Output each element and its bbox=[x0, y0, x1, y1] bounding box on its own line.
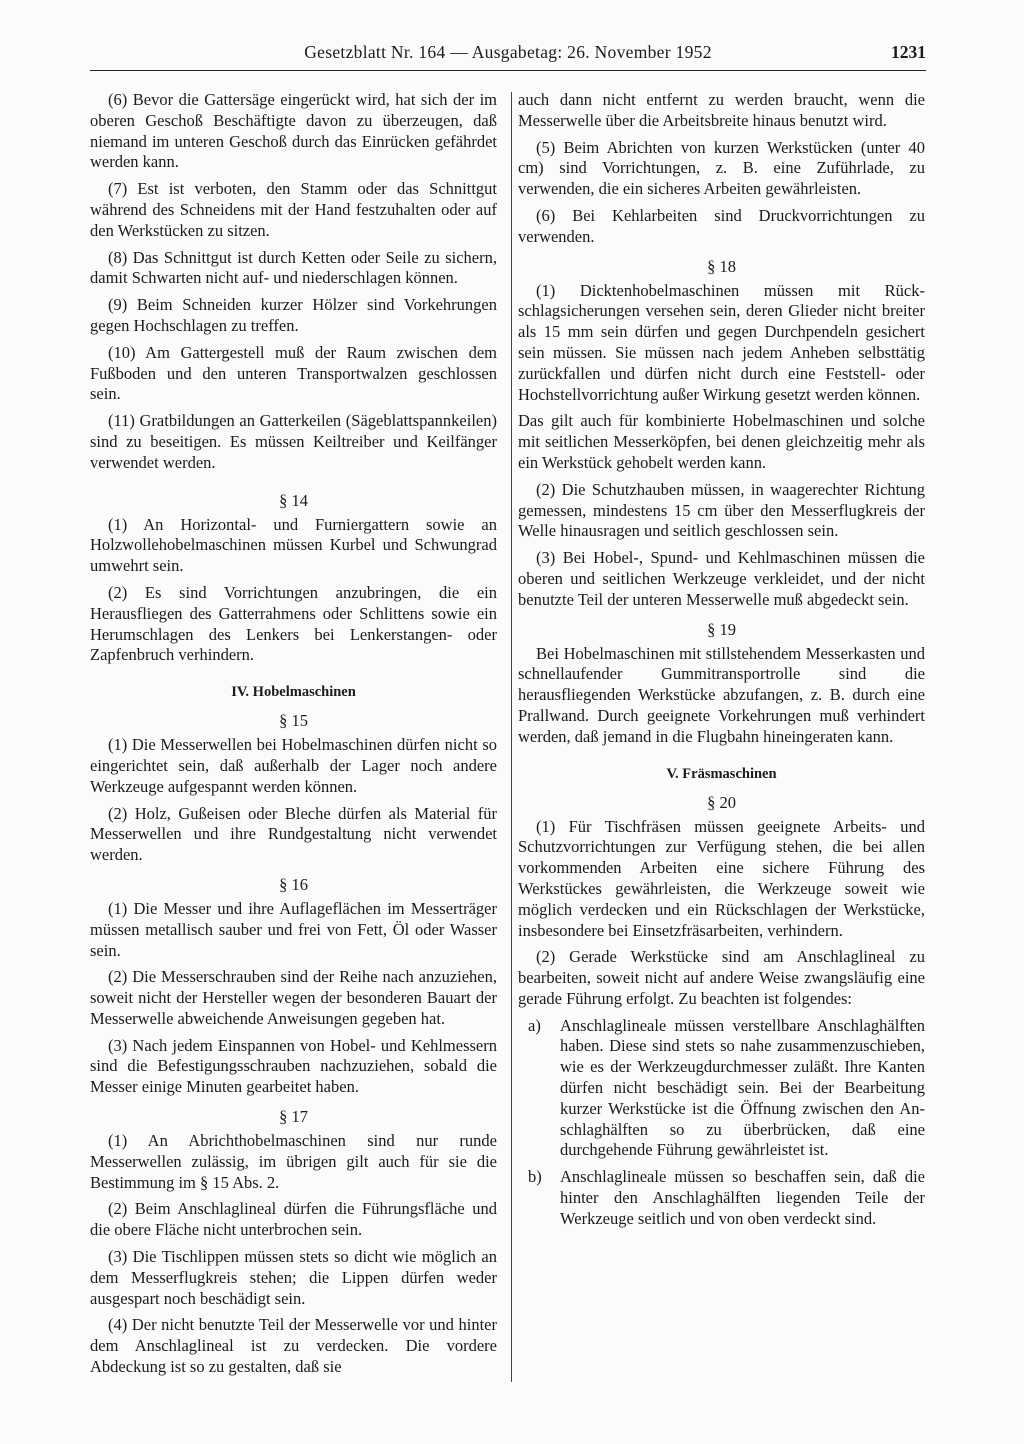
paragraph-18-1: (1) Dicktenhobelmaschinen müssen mit Rückschlagsicherungen versehen sein, deren Glieder nicht breiter als 15 mm sein dürfen und gegen Durchpendeln gesichert sein müssen. Sie müssen nach jedem Anheben selbsttätig zurückfallen und dürfen nicht durch eine Feststell- oder Hochstellvorrichtung außer Wirkung gesetzt werden können. bbox=[518, 280, 925, 404]
page-number: 1231 bbox=[891, 42, 926, 62]
header-title: Gesetzblatt Nr. 164 — Ausgabetag: 26. November 1952 bbox=[304, 42, 712, 62]
page-header bbox=[90, 40, 926, 71]
paragraph-17-4-continued: auch dann nicht entfernt zu werden braucht, wenn die Messerwelle über die Arbeitsbreite hinaus benutzt wird. bbox=[518, 90, 925, 130]
column-divider bbox=[511, 92, 512, 1382]
paragraph-17-2: (2) Beim Anschlaglineal dürfen die Führungsfläche und die obere Fläche nicht unterbrochen sein. bbox=[90, 1199, 497, 1240]
paragraph-18-1-continued: Das gilt auch für kombinierte Hobelmaschinen und solche mit seitlichen Messerköpfen, bei denen gleichzeitig mehr als ein Werkstück gehobelt werden kann. bbox=[518, 411, 925, 472]
chapter-heading-iv: IV. Hobelmaschinen bbox=[231, 684, 356, 701]
chapter-heading-v: V. Fräsmaschinen bbox=[666, 765, 777, 782]
list-text-a: Anschlaglineale müssen verstellbare Anschlaghälften haben. Diese sind stets so nahe zusammenzuschieben, wie es der Werkzeugdurchmesser zuläßt. Ihre Kanten dürfen nicht beschädigt sein. Bei der Bearbeitung kurzer Werkstücke ist die Öffnung zwischen den Anschlaghälften so zu überbrücken, daß eine durchgehende Führung gewährleistet ist. bbox=[560, 1015, 925, 1160]
list-label-a: a) bbox=[528, 1015, 541, 1035]
paragraph-18-3: (3) Bei Hobel-, Spund- und Kehlmaschinen müssen die oberen und seitlichen Werkzeuge verkleidet, und der nicht benutzte Teil der unteren Messerwelle muß abgedeckt sein. bbox=[518, 548, 925, 609]
section-heading-14: § 14 bbox=[279, 490, 308, 510]
list-item-b bbox=[518, 1167, 925, 1229]
paragraph-14-1: (1) An Horizontal- und Furniergattern sowie an Holzwollehobelmaschinen müssen Kurbel und Schwungrad umwehrt sein. bbox=[90, 514, 497, 576]
paragraph-17-1: (1) An Abrichthobelmaschinen sind nur runde Messerwellen zulässig, im übrigen gilt auch für sie die Bestimmung im § 15 Abs. 2. bbox=[90, 1131, 497, 1192]
paragraph-13-9: (9) Beim Schneiden kurzer Hölzer sind Vorkehrungen gegen Hochschlagen zu treffen. bbox=[90, 295, 497, 335]
paragraph-13-10: (10) Am Gattergestell muß der Raum zwischen dem Fußboden und den unteren Transportwalzen geschlossen sein. bbox=[90, 342, 497, 404]
paragraph-17-6: (6) Bei Kehlarbeiten sind Druckvorrichtungen zu verwenden. bbox=[518, 205, 925, 246]
paragraph-18-2: (2) Die Schutzhauben müssen, in waagerechter Richtung gemessen, mindestens 15 cm über den Messerflugkreis der Welle hinausragen und seitlich geschlossen sein. bbox=[518, 479, 925, 541]
paragraph-14-2: (2) Es sind Vorrichtungen anzubringen, die ein Herausfliegen des Gatterrahmens oder Schlittens sowie ein Herumschlagen des Lenkers bei Lenkerstangen- oder Zapfenbruch verhindern. bbox=[90, 582, 497, 665]
paragraph-13-7: (7) Est ist verboten, den Stamm oder das Schnittgut während des Schneidens mit der Hand festzuhalten oder auf den Werkstücken zu sitzen. bbox=[90, 179, 497, 240]
paragraph-20-2: (2) Gerade Werkstücke sind am Anschlaglineal zu bearbeiten, soweit nicht auf andere Weise zwangsläufig eine gerade Führung erfolgt. Zu beachten ist folgendes: bbox=[518, 947, 925, 1008]
section-heading-17: § 17 bbox=[279, 1107, 308, 1127]
paragraph-17-5: (5) Beim Abrichten von kurzen Werkstücken (unter 40 cm) sind Vorrichtungen, z. B. eine Zuführlade, zu verwenden, die ein sicheres Arbeiten gewährleisten. bbox=[518, 137, 925, 199]
paragraph-16-2: (2) Die Messerschrauben sind der Reihe nach anzuziehen, soweit nicht der Hersteller wegen der besonderen Bauart der Messerwelle abweichende Anweisungen gegeben hat. bbox=[90, 967, 497, 1028]
paragraph-17-4: (4) Der nicht benutzte Teil der Messerwelle vor und hinter dem Anschlaglineal ist zu verdecken. Die vordere Abdeckung ist so zu gestalten, daß sie bbox=[90, 1315, 497, 1377]
section-heading-18: § 18 bbox=[707, 256, 736, 276]
paragraph-15-2: (2) Holz, Gußeisen oder Bleche dürfen als Material für Messerwellen und ihre Rundgestaltung nicht verwendet werden. bbox=[90, 803, 497, 865]
section-heading-15: § 15 bbox=[279, 711, 308, 731]
paragraph-13-8: (8) Das Schnittgut ist durch Ketten oder Seile zu sichern, damit Schwarten nicht auf- und niederschlagen können. bbox=[90, 247, 497, 288]
list-text-b: Anschlaglineale müssen so beschaffen sein, daß die hinter den Anschlaghälften liegenden Teile der Werkzeuge seitlich und von oben verdeckt sind. bbox=[560, 1167, 925, 1228]
paragraph-17-3: (3) Die Tischlippen müssen stets so dicht wie möglich an dem Messerflugkreis stehen; die Lippen dürfen weder ausgespart noch beschädigt sein. bbox=[90, 1247, 497, 1308]
section-heading-16: § 16 bbox=[279, 874, 308, 894]
paragraph-15-1: (1) Die Messerwellen bei Hobelmaschinen dürfen nicht so eingerichtet sein, daß außerhalb der Lager noch andere Werkzeuge aufgespannt werden können. bbox=[90, 735, 497, 796]
right-column bbox=[518, 90, 925, 1236]
section-heading-19: § 19 bbox=[707, 619, 736, 639]
paragraph-19: Bei Hobelmaschinen mit stillstehendem Messerkasten und schnellaufender Gummitransportrolle sind die herausfliegenden Werkstücke abzufangen, z. B. durch eine Prallwand. Durch geeignete Vorkehrungen muß verhindert werden, daß jemand in die Flugbahn hineingeraten kann. bbox=[518, 643, 925, 746]
paragraph-16-1: (1) Die Messer und ihre Auflageflächen im Messerträger müssen metallisch sauber und frei von Fett, Öl oder Wasser sein. bbox=[90, 898, 497, 960]
list-item-a bbox=[518, 1016, 925, 1162]
list-label-b: b) bbox=[528, 1167, 542, 1187]
paragraph-16-3: (3) Nach jedem Einspannen von Hobel- und Kehlmessern sind die Befestigungsschrauben nachzuziehen, sobald die Messer einige Minuten gearbeitet haben. bbox=[90, 1035, 497, 1097]
section-heading-20: § 20 bbox=[707, 792, 736, 812]
paragraph-20-1: (1) Für Tischfräsen müssen geeignete Arbeits- und Schutzvorrichtungen zur Verfügung stehen, die bei allen vorkommenden Arbeiten eine sichere Führung des Werkstückes gewährleisten, die Werkzeuge soweit wie möglich verdecken und ein Rückschlagen der Werkstücke, insbesondere bei Einsetzfräsarbeiten, verhindern. bbox=[518, 816, 925, 940]
paragraph-13-11: (11) Gratbildungen an Gatterkeilen (Sägeblattspannkeilen) sind zu beseitigen. Es müssen Keiltreiber und Keilfänger verwendet werden. bbox=[90, 411, 497, 472]
paragraph-13-6: (6) Bevor die Gattersäge eingerückt wird, hat sich der im oberen Geschoß Beschäftigte davon zu überzeugen, daß niemand im unteren Geschoß durch das Einrücken gefährdet werden kann. bbox=[90, 90, 497, 172]
left-column bbox=[90, 90, 497, 1384]
